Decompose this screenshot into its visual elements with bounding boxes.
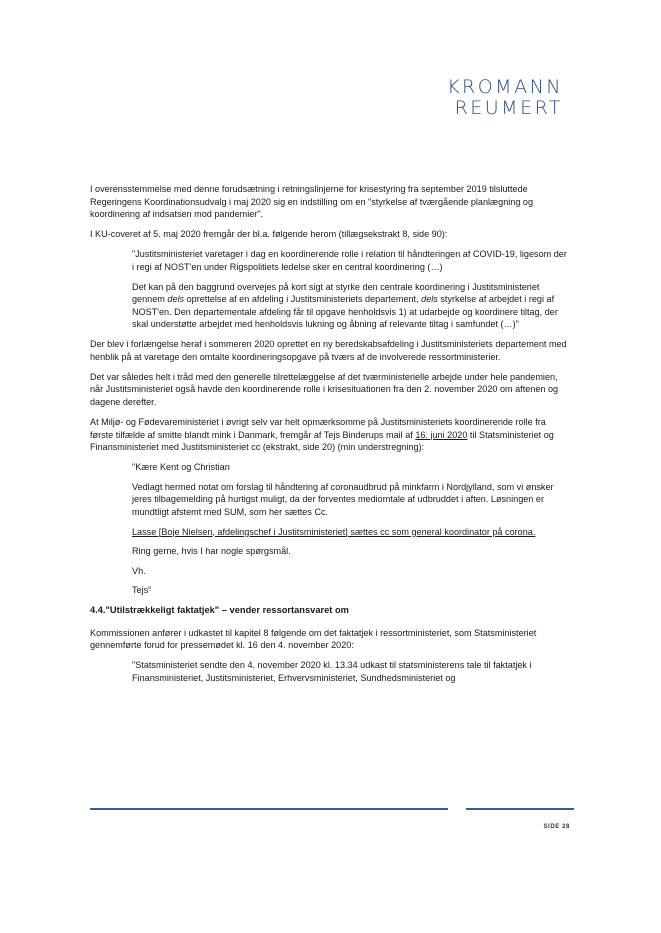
paragraph-text: At Miljø- og Fødevareministeriet i øvrigt selv var helt opmærksomme på Justitsministeriets koordinerende rolle fra første tilfælde af smitte blandt mink i Danmark, fremgår af Tejs Binderups mail af xyxy=(90,416,546,440)
logo-line-1: KROMANN xyxy=(447,76,563,98)
footer-rule xyxy=(90,808,448,810)
page-number: SIDE 28 xyxy=(543,824,570,830)
email-quote xyxy=(132,461,568,597)
paragraph xyxy=(90,416,568,454)
paragraph: I overensstemmelse med denne forudsætning i retningslinjerne for krisestyring fra september 2019 tilsluttede Regeringens Koordinationsudvalg i maj 2020 sig en indstilling om en "styrkelse af tværgående planlægning og koordinering af indsatsen mod pandemier". xyxy=(90,184,534,220)
quote-emphasis: dels xyxy=(421,294,438,305)
quote-paragraph xyxy=(132,281,568,331)
email-line: Vh. xyxy=(132,565,146,576)
paragraph: Kommissionen anfører i udkastet til kapitel 8 følgende om det faktatjek i ressortministeriet, som Statsministeriet gennemførte forud for pressemødet kl. 16 den 4. november 2020: xyxy=(90,627,537,651)
email-line: Ring gerne, hvis I har nogle spørgsmål. xyxy=(132,546,291,557)
quote-text: Det kan på den baggrund overvejes på kort sigt at styrke den centrale koordinering i Justitsministeriet gennem xyxy=(132,281,540,305)
block-quote xyxy=(132,248,568,331)
underlined-date: 16. juni 2020 xyxy=(415,429,468,440)
email-underlined-line: Lasse [Boje Nielsen, afdelingschef i Justitsministeriet] sættes cc som general koordinator på corona. xyxy=(132,526,536,537)
footer-rule xyxy=(466,808,574,810)
quote-text: oprettelse af en afdeling i Justitsministeriets departement, xyxy=(184,294,422,305)
quote-emphasis: dels xyxy=(167,294,185,305)
logo-line-2: REUMERT xyxy=(454,97,563,119)
section-heading: 4.4."Utilstrækkeligt faktatjek" – vender ressortansvaret om xyxy=(90,604,349,615)
paragraph-text: til Statsministeriet og Finansministeriet med Justitsministeriet cc (ekstrakt, side 20) (min understregning): xyxy=(90,429,554,453)
kromann-reumert-logo xyxy=(447,77,563,119)
email-line: "Kære Kent og Christian xyxy=(132,462,230,473)
block-quote xyxy=(132,659,568,684)
document-body xyxy=(90,183,568,691)
email-line: Vedlagt hermed notat om forslag til håndtering af coronaudbrud på minkfarm i Nordjylland, som vi ønsker jeres tilbagemelding på hurtigst muligt, da der forventes mediomtale af udbruddet i aften. Løsningen er mundtligt afstemt med SUM, som her sættes Cc. xyxy=(132,481,554,517)
email-line: Tejs" xyxy=(132,585,152,596)
paragraph: Det var således helt i tråd med den generelle tilrettelæggelse af det tværministerielle arbejde under hele pandemien, når Justitsministeriet også havde den koordinerende rolle i krisesituationen fra den 2. november 2020 om aftenen og dagene derefter. xyxy=(90,371,559,407)
paragraph: I KU-coveret af 5. maj 2020 fremgår der bl.a. følgende herom (tillægsekstrakt 8, side 90): xyxy=(90,229,448,240)
paragraph: Der blev i forlængelse heraf i sommeren 2020 oprettet en ny beredskabsafdeling i Justitsministeriets departement med henblik på at varetage den omtalte koordineringsopgave på tværs af de involverede ressortministerier. xyxy=(90,338,567,362)
quote-paragraph: "Justitsministeriet varetager i dag en koordinerende rolle i relation til håndteringen af COVID-19, ligesom der i regi af NOST'en under Rigspolitiets ledelse sker en central koordinering (…) xyxy=(132,249,567,272)
quote-text: styrkelse af arbejdet i regi af NOST'en. Den departementale afdeling får til opgave henholdsvis 1) at udarbejde og koordinere tiltag, der skal understøtte arbejdet med henholdsvis lukning og åbning af relevante tiltag i samfundet (…)" xyxy=(132,294,558,330)
quote-paragraph: "Statsministeriet sendte den 4. november 2020 kl. 13.34 udkast til statsministerens tale til faktatjek i Finansministeriet, Justitsministeriet, Erhvervsministeriet, Sundhedsministeriet og xyxy=(132,660,532,683)
